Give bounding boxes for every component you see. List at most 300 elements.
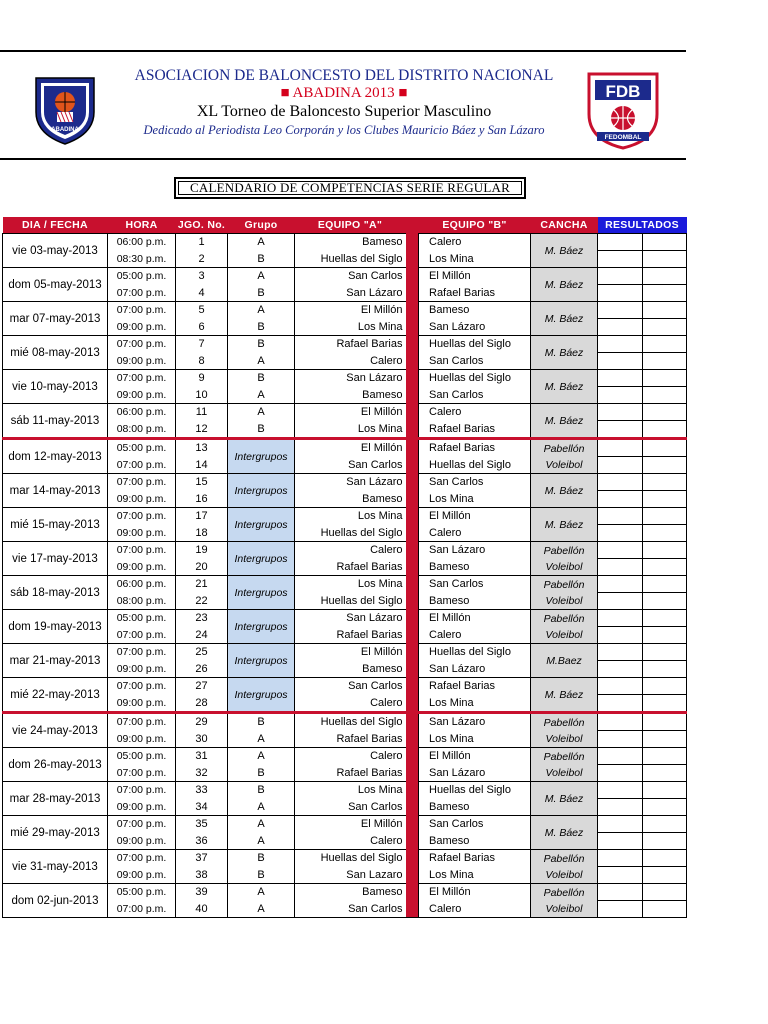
result-a-cell[interactable] xyxy=(598,319,643,336)
hora-cell: 05:00 p.m. xyxy=(108,610,176,627)
hora-cell: 09:00 p.m. xyxy=(108,867,176,884)
cancha-label: Pabellón xyxy=(543,612,585,625)
result-b-cell[interactable] xyxy=(643,765,687,782)
cancha-label: Pabellón xyxy=(543,886,585,899)
result-a-cell[interactable] xyxy=(598,678,643,695)
result-a-cell[interactable] xyxy=(598,474,643,491)
result-a-cell[interactable] xyxy=(598,439,643,457)
grupo-cell: A xyxy=(228,731,295,748)
date-cell: dom 26-may-2013 xyxy=(3,748,108,782)
grupo-cell: B xyxy=(228,713,295,731)
equipo-a-cell: Los Mina xyxy=(295,421,406,439)
equipo-a-cell: Los Mina xyxy=(295,576,406,593)
equipo-a-cell: Rafael Barias xyxy=(295,559,406,576)
team-separator xyxy=(406,627,419,644)
abadina-logo-text: ABADINA xyxy=(51,127,79,133)
grupo-cell: B xyxy=(228,867,295,884)
result-a-cell[interactable] xyxy=(598,542,643,559)
jgo-cell: 6 xyxy=(176,319,228,336)
cancha-cell xyxy=(531,610,598,644)
result-a-cell[interactable] xyxy=(598,576,643,593)
grupo-cell: B xyxy=(228,370,295,387)
hora-cell: 07:00 p.m. xyxy=(108,474,176,491)
equipo-a-cell: Huellas del Siglo xyxy=(295,713,406,731)
jgo-cell: 16 xyxy=(176,491,228,508)
fedombal-logo-text: FDB xyxy=(605,82,641,101)
team-separator xyxy=(406,559,419,576)
result-a-cell[interactable] xyxy=(598,593,643,610)
logo-fedombal xyxy=(583,70,663,150)
date-cell: mié 22-may-2013 xyxy=(3,678,108,713)
hora-cell: 05:00 p.m. xyxy=(108,268,176,285)
result-b-cell[interactable] xyxy=(643,695,687,713)
cancha-cell xyxy=(531,644,598,678)
col-equipo-b-header: EQUIPO "B" xyxy=(419,217,531,234)
result-b-cell[interactable] xyxy=(643,627,687,644)
equipo-b-cell: Huellas del Siglo xyxy=(419,457,531,474)
result-b-cell[interactable] xyxy=(643,439,687,457)
team-separator xyxy=(406,748,419,765)
jgo-cell: 2 xyxy=(176,251,228,268)
hora-cell: 07:00 p.m. xyxy=(108,644,176,661)
result-b-cell[interactable] xyxy=(643,593,687,610)
result-b-cell[interactable] xyxy=(643,678,687,695)
result-b-cell[interactable] xyxy=(643,336,687,353)
result-a-cell[interactable] xyxy=(598,816,643,833)
grupo-cell: B xyxy=(228,251,295,268)
table-row xyxy=(3,234,687,251)
hora-cell: 07:00 p.m. xyxy=(108,285,176,302)
result-b-cell[interactable] xyxy=(643,404,687,421)
table-row xyxy=(3,782,687,799)
result-b-cell[interactable] xyxy=(643,901,687,918)
hora-cell: 09:00 p.m. xyxy=(108,799,176,816)
equipo-b-cell: El Millón xyxy=(419,610,531,627)
hora-cell: 09:00 p.m. xyxy=(108,661,176,678)
jgo-cell: 3 xyxy=(176,268,228,285)
equipo-b-cell: Los Mina xyxy=(419,731,531,748)
date-cell: dom 02-jun-2013 xyxy=(3,884,108,918)
jgo-cell: 7 xyxy=(176,336,228,353)
equipo-a-cell: Bameso xyxy=(295,884,406,901)
equipo-a-cell: Calero xyxy=(295,695,406,713)
grupo-cell: Intergrupos xyxy=(228,610,295,644)
grupo-cell: B xyxy=(228,782,295,799)
cancha-label: M. Báez xyxy=(544,484,584,497)
cancha-cell xyxy=(531,268,598,302)
cancha-cell xyxy=(531,474,598,508)
result-b-cell[interactable] xyxy=(643,525,687,542)
team-separator xyxy=(406,251,419,268)
result-b-cell[interactable] xyxy=(643,816,687,833)
cancha-label: M. Báez xyxy=(544,278,584,291)
result-a-cell[interactable] xyxy=(598,285,643,302)
jgo-cell: 14 xyxy=(176,457,228,474)
result-b-cell[interactable] xyxy=(643,731,687,748)
equipo-b-cell: Bameso xyxy=(419,593,531,610)
result-a-cell[interactable] xyxy=(598,884,643,901)
result-b-cell[interactable] xyxy=(643,251,687,268)
result-a-cell[interactable] xyxy=(598,627,643,644)
cancha-label: M. Báez xyxy=(544,312,584,325)
equipo-b-cell: Los Mina xyxy=(419,491,531,508)
jgo-cell: 24 xyxy=(176,627,228,644)
equipo-a-cell: Rafael Barias xyxy=(295,765,406,782)
col-equipo-a-header: EQUIPO "A" xyxy=(295,217,406,234)
equipo-b-cell: Calero xyxy=(419,234,531,251)
equipo-b-cell: San Lázaro xyxy=(419,765,531,782)
result-b-cell[interactable] xyxy=(643,491,687,508)
schedule-table xyxy=(2,217,687,918)
jgo-cell: 4 xyxy=(176,285,228,302)
equipo-a-cell: Bameso xyxy=(295,491,406,508)
equipo-a-cell: San Lázaro xyxy=(295,474,406,491)
result-b-cell[interactable] xyxy=(643,576,687,593)
table-row xyxy=(3,370,687,387)
team-separator xyxy=(406,302,419,319)
hora-cell: 09:00 p.m. xyxy=(108,559,176,576)
result-b-cell[interactable] xyxy=(643,884,687,901)
cancha-label: Voleibol xyxy=(545,628,583,641)
grupo-cell: Intergrupos xyxy=(228,474,295,508)
team-separator xyxy=(406,353,419,370)
equipo-a-cell: San Lazaro xyxy=(295,867,406,884)
result-b-cell[interactable] xyxy=(643,508,687,525)
equipo-b-cell: San Lázaro xyxy=(419,542,531,559)
cancha-cell xyxy=(531,850,598,884)
jgo-cell: 40 xyxy=(176,901,228,918)
result-b-cell[interactable] xyxy=(643,661,687,678)
equipo-b-cell: El Millón xyxy=(419,268,531,285)
equipo-a-cell: Calero xyxy=(295,353,406,370)
cancha-label: M. Báez xyxy=(544,518,584,531)
cancha-label: Pabellón xyxy=(543,716,585,729)
grupo-cell: B xyxy=(228,336,295,353)
grupo-cell: A xyxy=(228,302,295,319)
cancha-label: Voleibol xyxy=(545,902,583,915)
date-cell: sáb 11-may-2013 xyxy=(3,404,108,439)
grupo-cell: Intergrupos xyxy=(228,644,295,678)
col-jgo-header: JGO. No. xyxy=(176,217,228,234)
result-b-cell[interactable] xyxy=(643,782,687,799)
equipo-a-cell: San Carlos xyxy=(295,901,406,918)
edition-title: ■ ABADINA 2013 ■ xyxy=(280,85,408,101)
result-a-cell[interactable] xyxy=(598,353,643,370)
hora-cell: 08:00 p.m. xyxy=(108,421,176,439)
jgo-cell: 27 xyxy=(176,678,228,695)
equipo-a-cell: San Lázaro xyxy=(295,285,406,302)
table-row xyxy=(3,576,687,593)
grupo-cell: Intergrupos xyxy=(228,542,295,576)
result-a-cell[interactable] xyxy=(598,421,643,439)
cancha-label: M. Báez xyxy=(544,380,584,393)
grupo-cell: A xyxy=(228,833,295,850)
col-separator-header xyxy=(406,217,419,234)
equipo-a-cell: Bameso xyxy=(295,234,406,251)
result-b-cell[interactable] xyxy=(643,559,687,576)
cancha-cell xyxy=(531,713,598,748)
team-separator xyxy=(406,816,419,833)
result-a-cell[interactable] xyxy=(598,748,643,765)
hora-cell: 09:00 p.m. xyxy=(108,525,176,542)
team-separator xyxy=(406,678,419,695)
result-b-cell[interactable] xyxy=(643,370,687,387)
col-resultados-header: RESULTADOS xyxy=(598,217,687,234)
jgo-cell: 36 xyxy=(176,833,228,850)
team-separator xyxy=(406,525,419,542)
date-cell: mar 21-may-2013 xyxy=(3,644,108,678)
hora-cell: 09:00 p.m. xyxy=(108,387,176,404)
table-row xyxy=(3,678,687,695)
result-a-cell[interactable] xyxy=(598,765,643,782)
jgo-cell: 30 xyxy=(176,731,228,748)
cancha-label: M.Baez xyxy=(546,654,582,667)
result-a-cell[interactable] xyxy=(598,525,643,542)
grupo-cell: Intergrupos xyxy=(228,439,295,474)
equipo-b-cell: Bameso xyxy=(419,799,531,816)
jgo-cell: 32 xyxy=(176,765,228,782)
result-b-cell[interactable] xyxy=(643,353,687,370)
table-row xyxy=(3,713,687,731)
grupo-cell: A xyxy=(228,884,295,901)
equipo-b-cell: San Carlos xyxy=(419,816,531,833)
result-a-cell[interactable] xyxy=(598,850,643,867)
team-separator xyxy=(406,799,419,816)
team-separator xyxy=(406,387,419,404)
result-a-cell[interactable] xyxy=(598,833,643,850)
result-a-cell[interactable] xyxy=(598,251,643,268)
date-cell: mar 28-may-2013 xyxy=(3,782,108,816)
result-b-cell[interactable] xyxy=(643,234,687,251)
equipo-a-cell: El Millón xyxy=(295,439,406,457)
hora-cell: 05:00 p.m. xyxy=(108,884,176,901)
equipo-a-cell: Huellas del Siglo xyxy=(295,525,406,542)
equipo-b-cell: El Millón xyxy=(419,884,531,901)
jgo-cell: 25 xyxy=(176,644,228,661)
jgo-cell: 19 xyxy=(176,542,228,559)
hora-cell: 08:00 p.m. xyxy=(108,593,176,610)
dedication-text: Dedicado al Periodista Leo Corporán y los Clubes Mauricio Báez y San Lázaro xyxy=(143,123,545,137)
equipo-b-cell: Rafael Barias xyxy=(419,678,531,695)
result-a-cell[interactable] xyxy=(598,336,643,353)
col-hora-header: HORA xyxy=(108,217,176,234)
result-a-cell[interactable] xyxy=(598,404,643,421)
cancha-cell xyxy=(531,508,598,542)
equipo-b-cell: San Carlos xyxy=(419,387,531,404)
jgo-cell: 1 xyxy=(176,234,228,251)
hora-cell: 09:00 p.m. xyxy=(108,833,176,850)
cancha-label: M. Báez xyxy=(544,414,584,427)
cancha-label: M. Báez xyxy=(544,346,584,359)
equipo-b-cell: Huellas del Siglo xyxy=(419,336,531,353)
result-b-cell[interactable] xyxy=(643,319,687,336)
equipo-b-cell: Los Mina xyxy=(419,867,531,884)
team-separator xyxy=(406,731,419,748)
team-separator xyxy=(406,285,419,302)
hora-cell: 07:00 p.m. xyxy=(108,370,176,387)
equipo-a-cell: Calero xyxy=(295,748,406,765)
jgo-cell: 18 xyxy=(176,525,228,542)
result-a-cell[interactable] xyxy=(598,457,643,474)
equipo-a-cell: El Millón xyxy=(295,404,406,421)
result-b-cell[interactable] xyxy=(643,457,687,474)
jgo-cell: 21 xyxy=(176,576,228,593)
grupo-cell: Intergrupos xyxy=(228,508,295,542)
result-b-cell[interactable] xyxy=(643,268,687,285)
result-a-cell[interactable] xyxy=(598,731,643,748)
result-a-cell[interactable] xyxy=(598,559,643,576)
result-a-cell[interactable] xyxy=(598,661,643,678)
equipo-a-cell: El Millón xyxy=(295,302,406,319)
result-a-cell[interactable] xyxy=(598,610,643,627)
result-a-cell[interactable] xyxy=(598,867,643,884)
team-separator xyxy=(406,508,419,525)
fedombal-shield-icon xyxy=(583,70,663,150)
cancha-cell xyxy=(531,782,598,816)
hora-cell: 07:00 p.m. xyxy=(108,713,176,731)
result-a-cell[interactable] xyxy=(598,713,643,731)
result-a-cell[interactable] xyxy=(598,799,643,816)
jgo-cell: 5 xyxy=(176,302,228,319)
tournament-title: XL Torneo de Baloncesto Superior Masculino xyxy=(196,103,492,120)
jgo-cell: 10 xyxy=(176,387,228,404)
hora-cell: 07:00 p.m. xyxy=(108,542,176,559)
hora-cell: 07:00 p.m. xyxy=(108,901,176,918)
table-row xyxy=(3,439,687,457)
team-separator xyxy=(406,713,419,731)
jgo-cell: 26 xyxy=(176,661,228,678)
result-a-cell[interactable] xyxy=(598,644,643,661)
date-cell: mar 14-may-2013 xyxy=(3,474,108,508)
result-a-cell[interactable] xyxy=(598,901,643,918)
result-b-cell[interactable] xyxy=(643,713,687,731)
result-b-cell[interactable] xyxy=(643,833,687,850)
result-b-cell[interactable] xyxy=(643,302,687,319)
result-a-cell[interactable] xyxy=(598,387,643,404)
equipo-a-cell: Huellas del Siglo xyxy=(295,850,406,867)
equipo-b-cell: Los Mina xyxy=(419,251,531,268)
date-cell: vie 17-may-2013 xyxy=(3,542,108,576)
result-b-cell[interactable] xyxy=(643,867,687,884)
cancha-label: M. Báez xyxy=(544,244,584,257)
jgo-cell: 12 xyxy=(176,421,228,439)
team-separator xyxy=(406,610,419,627)
equipo-a-cell: Los Mina xyxy=(295,319,406,336)
result-b-cell[interactable] xyxy=(643,748,687,765)
cancha-cell xyxy=(531,678,598,713)
equipo-b-cell: Rafael Barias xyxy=(419,421,531,439)
header-bottom-rule xyxy=(0,158,686,160)
result-a-cell[interactable] xyxy=(598,491,643,508)
table-row xyxy=(3,816,687,833)
equipo-b-cell: Rafael Barias xyxy=(419,850,531,867)
equipo-b-cell: San Lázaro xyxy=(419,319,531,336)
result-b-cell[interactable] xyxy=(643,421,687,439)
date-cell: vie 03-may-2013 xyxy=(3,234,108,268)
team-separator xyxy=(406,644,419,661)
equipo-a-cell: Huellas del Siglo xyxy=(295,251,406,268)
cancha-label: Pabellón xyxy=(543,578,585,591)
result-a-cell[interactable] xyxy=(598,782,643,799)
date-cell: mié 15-may-2013 xyxy=(3,508,108,542)
result-b-cell[interactable] xyxy=(643,285,687,302)
team-separator xyxy=(406,319,419,336)
equipo-b-cell: San Carlos xyxy=(419,474,531,491)
cancha-label: Voleibol xyxy=(545,594,583,607)
team-separator xyxy=(406,576,419,593)
jgo-cell: 35 xyxy=(176,816,228,833)
hora-cell: 07:00 p.m. xyxy=(108,678,176,695)
equipo-b-cell: Bameso xyxy=(419,833,531,850)
equipo-b-cell: Rafael Barias xyxy=(419,285,531,302)
result-a-cell[interactable] xyxy=(598,370,643,387)
equipo-a-cell: El Millón xyxy=(295,644,406,661)
team-separator xyxy=(406,421,419,439)
hora-cell: 05:00 p.m. xyxy=(108,748,176,765)
date-cell: sáb 18-may-2013 xyxy=(3,576,108,610)
date-cell: dom 12-may-2013 xyxy=(3,439,108,474)
equipo-b-cell: San Lázaro xyxy=(419,713,531,731)
hora-cell: 09:00 p.m. xyxy=(108,491,176,508)
hora-cell: 06:00 p.m. xyxy=(108,234,176,251)
grupo-cell: B xyxy=(228,765,295,782)
equipo-b-cell: Rafael Barias xyxy=(419,439,531,457)
hora-cell: 07:00 p.m. xyxy=(108,850,176,867)
result-b-cell[interactable] xyxy=(643,850,687,867)
result-a-cell[interactable] xyxy=(598,268,643,285)
equipo-a-cell: Rafael Barias xyxy=(295,336,406,353)
table-row xyxy=(3,474,687,491)
jgo-cell: 33 xyxy=(176,782,228,799)
equipo-a-cell: Rafael Barias xyxy=(295,731,406,748)
jgo-cell: 8 xyxy=(176,353,228,370)
equipo-b-cell: Bameso xyxy=(419,559,531,576)
cancha-cell xyxy=(531,302,598,336)
equipo-b-cell: El Millón xyxy=(419,748,531,765)
equipo-a-cell: San Carlos xyxy=(295,799,406,816)
result-a-cell[interactable] xyxy=(598,508,643,525)
table-row xyxy=(3,610,687,627)
result-b-cell[interactable] xyxy=(643,387,687,404)
table-row xyxy=(3,748,687,765)
jgo-cell: 9 xyxy=(176,370,228,387)
result-a-cell[interactable] xyxy=(598,695,643,713)
cancha-label: Pabellón xyxy=(543,852,585,865)
result-b-cell[interactable] xyxy=(643,542,687,559)
result-a-cell[interactable] xyxy=(598,302,643,319)
result-b-cell[interactable] xyxy=(643,799,687,816)
result-b-cell[interactable] xyxy=(643,644,687,661)
jgo-cell: 29 xyxy=(176,713,228,731)
cancha-cell xyxy=(531,336,598,370)
result-a-cell[interactable] xyxy=(598,234,643,251)
team-separator xyxy=(406,782,419,799)
grupo-cell: A xyxy=(228,799,295,816)
result-b-cell[interactable] xyxy=(643,610,687,627)
col-dia-header: DIA / FECHA xyxy=(3,217,108,234)
team-separator xyxy=(406,542,419,559)
fedombal-logo-sub: FEDOMBAL xyxy=(604,134,642,141)
cancha-label: Voleibol xyxy=(545,868,583,881)
grupo-cell: B xyxy=(228,319,295,336)
equipo-a-cell: Calero xyxy=(295,833,406,850)
result-b-cell[interactable] xyxy=(643,474,687,491)
equipo-b-cell: Huellas del Siglo xyxy=(419,370,531,387)
table-row xyxy=(3,268,687,285)
equipo-a-cell: Huellas del Siglo xyxy=(295,593,406,610)
cancha-cell xyxy=(531,370,598,404)
cancha-cell xyxy=(531,542,598,576)
